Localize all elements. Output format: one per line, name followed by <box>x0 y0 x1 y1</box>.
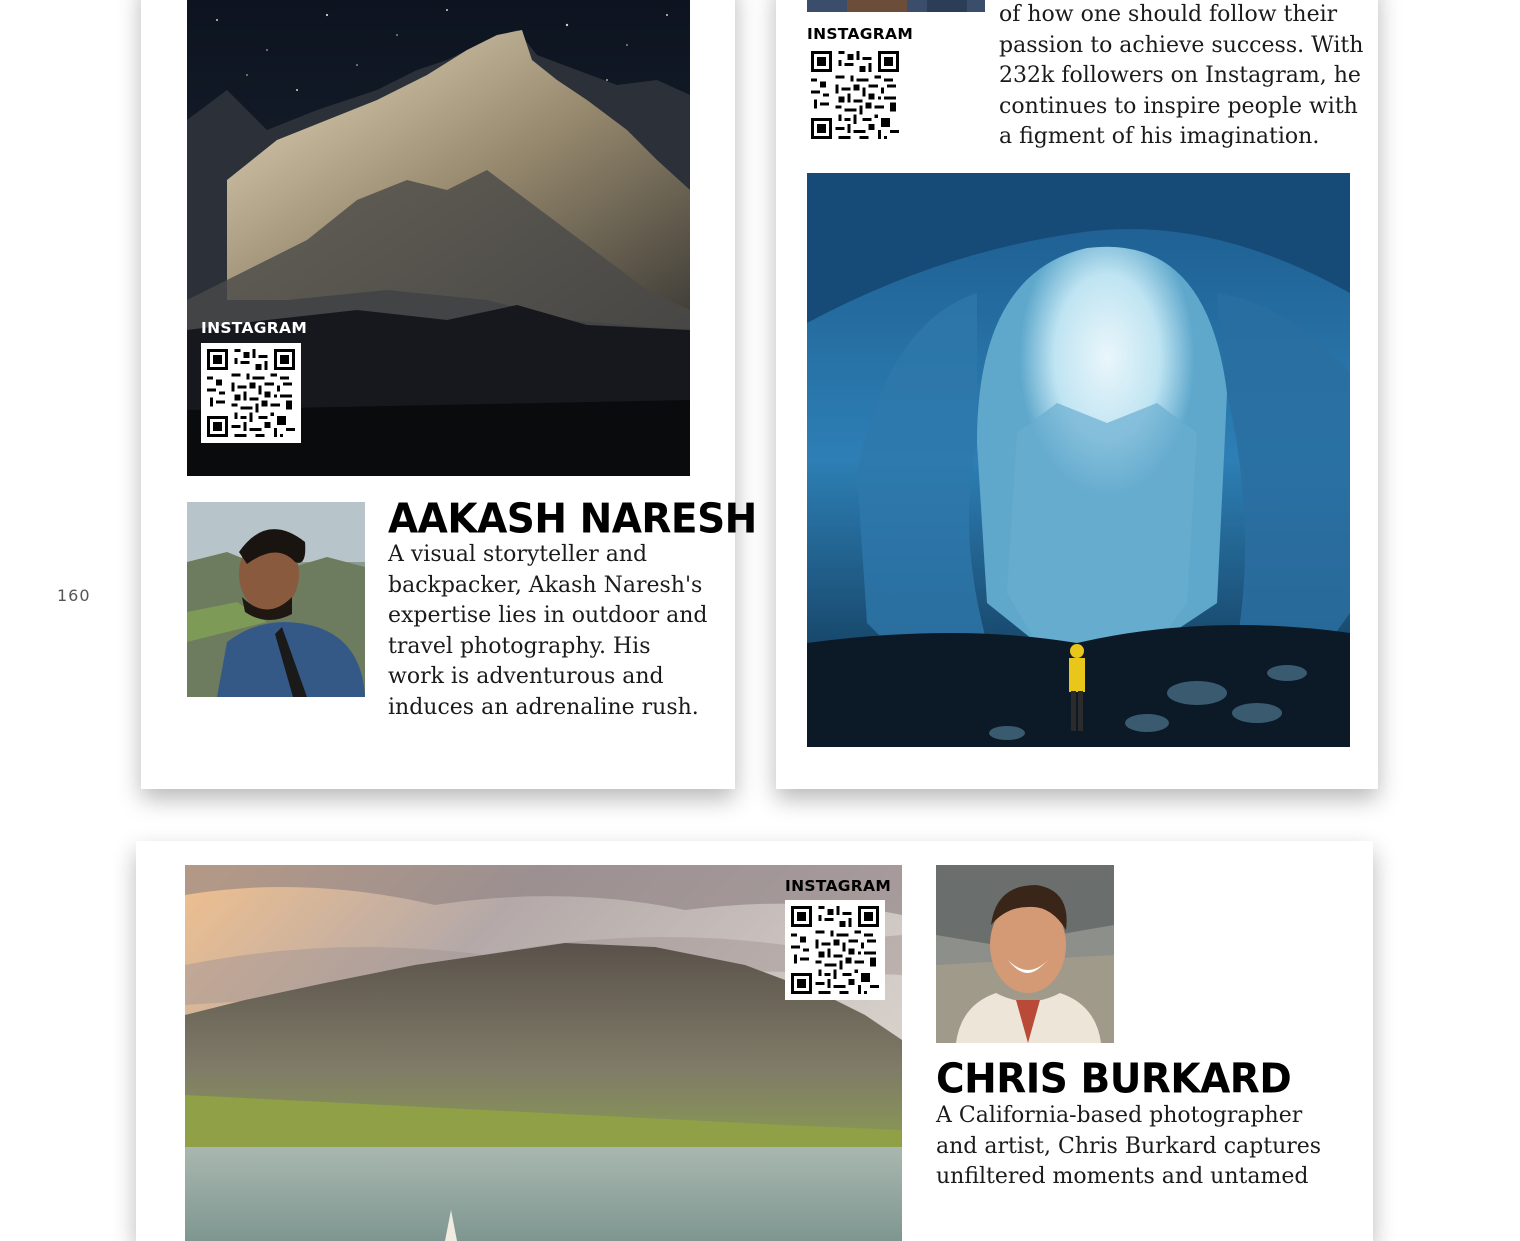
instagram-label: INSTAGRAM <box>807 25 914 43</box>
photographer-bio: A California-based photographer and artist, Chris Burkard captures unfiltered moments and untamed <box>936 1103 1322 1189</box>
photographer-portrait-cropped <box>807 0 985 12</box>
mountain-night-photo <box>187 0 690 476</box>
photographer-card-ice-cave <box>776 0 1378 789</box>
instagram-label: INSTAGRAM <box>785 877 892 895</box>
photographer-portrait <box>187 502 365 697</box>
instagram-qr-block[interactable] <box>201 319 307 443</box>
landscape-lake-photo <box>185 865 902 1241</box>
qr-code[interactable] <box>785 900 885 1000</box>
qr-code[interactable] <box>201 343 301 443</box>
instagram-qr-block[interactable] <box>807 25 913 143</box>
ice-cave-photo <box>807 173 1350 747</box>
instagram-label: INSTAGRAM <box>201 319 308 337</box>
photographer-card-chris <box>136 841 1373 1241</box>
photographer-card-aakash <box>141 0 757 789</box>
page-number: 160 <box>57 586 91 605</box>
instagram-qr-block[interactable] <box>785 877 891 1000</box>
photographer-bio-continued: of how one should follow their passion to achieve success. With 232k followers on Instagram, he continues to inspire people with a figment of his imagination. <box>999 2 1364 149</box>
photographer-name: AAKASH NARESH <box>388 495 757 544</box>
photographer-name: CHRIS BURKARD <box>936 1055 1292 1104</box>
photographer-bio: A visual storyteller and backpacker, Akash Naresh's expertise lies in outdoor and travel photography. His work is adventurous and induces an adrenaline rush. <box>388 542 708 720</box>
photographer-portrait <box>936 865 1114 1043</box>
qr-code[interactable] <box>807 47 903 143</box>
